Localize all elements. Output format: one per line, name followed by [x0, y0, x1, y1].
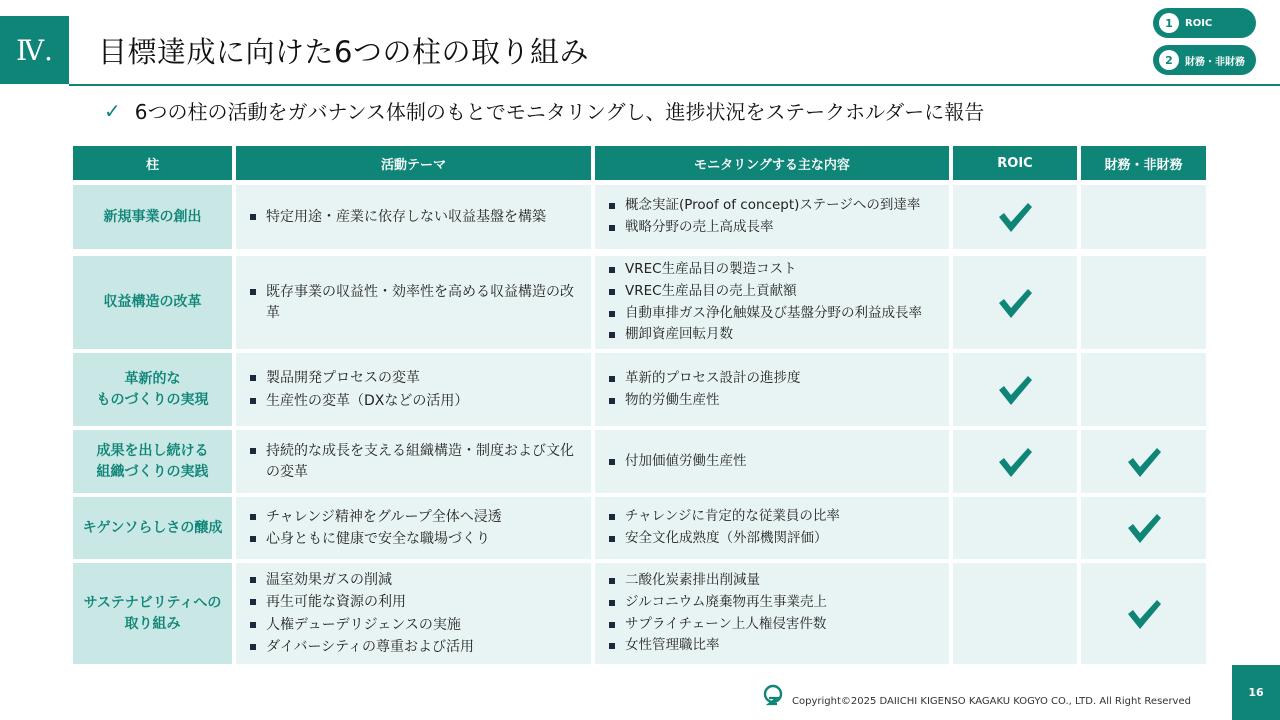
- financial-cell: [1081, 563, 1206, 664]
- monitoring-item-text: チャレンジに肯定的な従業員の比率: [625, 508, 840, 525]
- roic-cell: [953, 185, 1077, 249]
- theme-item: [250, 282, 591, 323]
- monitoring-item: [609, 196, 949, 216]
- monitoring-cell: [595, 185, 949, 249]
- checkmark-icon: [1125, 445, 1163, 479]
- bullet-icon: [250, 448, 256, 454]
- legend-item-financial: [1153, 45, 1256, 75]
- pillar-name-cell: [73, 430, 232, 493]
- monitoring-item: [609, 325, 949, 345]
- pillar-name-line: サステナビリティへの: [83, 595, 222, 612]
- monitoring-item-text: ジルコニウム廃棄物再生事業売上: [625, 593, 828, 610]
- theme-cell: [236, 563, 591, 664]
- monitoring-item: [609, 304, 949, 324]
- theme-item: [250, 207, 591, 227]
- pillar-name-line: 革新的な: [124, 371, 181, 388]
- monitoring-item-text: 棚卸資産回転月数: [625, 326, 733, 343]
- theme-item: [250, 637, 591, 657]
- monitoring-item-text: サプライチェーン上人権侵害件数: [625, 615, 827, 632]
- roic-cell: [953, 497, 1077, 559]
- pillar-name-line: 組織づくりの実践: [96, 463, 209, 480]
- monitoring-cell: [595, 353, 949, 426]
- pillar-name-cell: [73, 497, 232, 559]
- bullet-icon: [609, 311, 615, 317]
- bullet-icon: [250, 622, 256, 628]
- column-header: ROIC: [953, 146, 1077, 180]
- bullet-icon: [609, 643, 615, 649]
- bullet-icon: [250, 375, 256, 381]
- monitoring-item: [609, 571, 949, 591]
- pillar-name-cell: [73, 563, 232, 664]
- checkmark-icon: [1125, 511, 1163, 545]
- monitoring-cell: [595, 497, 949, 559]
- theme-item: [250, 615, 591, 635]
- monitoring-item-text: 戦略分野の売上高成長率: [625, 219, 774, 235]
- column-header: モニタリングする主な内容: [595, 146, 949, 180]
- monitoring-item: [609, 260, 949, 280]
- bullet-icon: [250, 289, 256, 295]
- bullet-icon: [609, 332, 615, 338]
- legend-label: ROIC: [1185, 17, 1213, 29]
- bullet-icon: [609, 289, 615, 295]
- page-number: 16: [1232, 665, 1280, 720]
- financial-cell: [1081, 497, 1206, 559]
- theme-item: [250, 570, 591, 590]
- legend-number: 1: [1159, 13, 1179, 33]
- pillar-name-line: 収益構造の改革: [103, 294, 202, 311]
- checkmark-icon: [1125, 597, 1163, 631]
- financial-cell: [1081, 353, 1206, 426]
- roic-cell: [953, 353, 1077, 426]
- bullet-icon: [609, 578, 615, 584]
- pillar-name-line: ものづくりの実現: [96, 391, 209, 408]
- bullet-icon: [609, 600, 615, 606]
- theme-item: [250, 592, 591, 612]
- monitoring-item: [609, 282, 949, 302]
- bullet-icon: [250, 398, 256, 404]
- bullet-icon: [609, 398, 615, 404]
- theme-item-text: チャレンジ精神をグループ全体へ浸透: [266, 508, 502, 525]
- financial-cell: [1081, 185, 1206, 249]
- theme-cell: [236, 256, 591, 349]
- checkmark-icon: [996, 445, 1034, 479]
- theme-cell: [236, 497, 591, 559]
- monitoring-item-text: 自動車排ガス浄化触媒及び基盤分野の利益成長率: [625, 304, 922, 321]
- monitoring-item: [609, 529, 949, 549]
- theme-item: [250, 441, 591, 482]
- monitoring-cell: [595, 563, 949, 664]
- monitoring-item: [609, 636, 949, 656]
- theme-item-text: 再生可能な資源の利用: [266, 594, 406, 611]
- column-header: 財務・非財務: [1081, 146, 1206, 180]
- pillar-name-line: 新規事業の創出: [103, 208, 202, 225]
- theme-item-text: 人権デューデリジェンスの実施: [266, 616, 461, 633]
- bullet-icon: [250, 599, 256, 605]
- legend-number: 2: [1159, 50, 1179, 70]
- bullet-icon: [609, 267, 615, 273]
- checkmark-icon: [996, 200, 1034, 234]
- monitoring-item-text: 概念実証(Proof of concept)ステージへの到達率: [625, 197, 921, 214]
- checkmark-icon: [996, 286, 1034, 320]
- bullet-icon: [250, 577, 256, 583]
- theme-item-text: 持続的な成長を支える組織構造・制度および文化の変革: [266, 443, 574, 480]
- theme-item-text: 温室効果ガスの削減: [266, 571, 392, 588]
- monitoring-item-text: 革新的プロセス設計の進捗度: [625, 369, 801, 386]
- pillar-name-cell: [73, 353, 232, 426]
- pillar-name-cell: [73, 185, 232, 249]
- page-title: 目標達成に向けた6つの柱の取り組み: [98, 35, 589, 69]
- bullet-icon: [250, 514, 256, 520]
- monitoring-item: [609, 507, 949, 527]
- checkmark-icon: [996, 373, 1034, 407]
- title-divider: [69, 84, 1280, 86]
- financial-cell: [1081, 430, 1206, 493]
- bullet-icon: [609, 459, 615, 465]
- subtitle-text: 6つの柱の活動をガバナンス体制のもとでモニタリングし、進捗状況をステークホルダーに報告: [134, 100, 985, 124]
- monitoring-item-text: 安全文化成熟度（外部機関評価）: [625, 530, 828, 546]
- monitoring-item-text: 女性管理職比率: [625, 637, 720, 654]
- monitoring-item-text: VREC生産品目の製造コスト: [625, 261, 797, 278]
- monitoring-item: [609, 391, 949, 411]
- monitoring-item-text: VREC生産品目の売上貢献額: [625, 282, 797, 299]
- theme-item: [250, 529, 591, 549]
- monitoring-item-text: 付加価値労働生産性: [625, 452, 747, 469]
- section-number-badge: Ⅳ.: [0, 16, 69, 84]
- theme-cell: [236, 353, 591, 426]
- check-icon: ✓: [104, 98, 121, 123]
- company-logo-icon: [762, 684, 784, 706]
- pillar-name-line: キゲンソらしさの醸成: [82, 519, 223, 536]
- monitoring-cell: [595, 256, 949, 349]
- monitoring-item-text: 二酸化炭素排出削減量: [625, 572, 760, 589]
- roic-cell: [953, 430, 1077, 493]
- copyright-text: Copyright©2025 DAIICHI KIGENSO KAGAKU KOGYO CO., LTD. All Right Reserved: [792, 696, 1191, 707]
- column-header: 柱: [73, 146, 232, 180]
- theme-item-text: 既存事業の収益性・効率性を高める収益構造の改革: [266, 284, 574, 321]
- pillar-name-cell: [73, 256, 232, 349]
- pillar-name-line: 取り組み: [124, 615, 181, 632]
- bullet-icon: [250, 214, 256, 220]
- monitoring-item: [609, 452, 949, 472]
- theme-cell: [236, 430, 591, 493]
- monitoring-item: [609, 615, 949, 635]
- monitoring-item: [609, 369, 949, 389]
- bullet-icon: [609, 203, 615, 209]
- financial-cell: [1081, 256, 1206, 349]
- bullet-icon: [250, 644, 256, 650]
- roic-cell: [953, 256, 1077, 349]
- monitoring-item: [609, 218, 949, 238]
- bullet-icon: [609, 622, 615, 628]
- theme-item-text: 製品開発プロセスの変革: [266, 370, 420, 387]
- bullet-icon: [250, 536, 256, 542]
- theme-cell: [236, 185, 591, 249]
- legend-label: 財務・非財務: [1185, 56, 1245, 68]
- bullet-icon: [609, 376, 615, 382]
- theme-item-text: 心身ともに健康で安全な職場づくり: [266, 531, 490, 547]
- pillar-name-line: 成果を出し続ける: [96, 443, 209, 460]
- theme-item-text: 特定用途・産業に依存しない収益基盤を構築: [266, 208, 546, 225]
- subtitle: [104, 96, 984, 125]
- theme-item: [250, 368, 591, 388]
- bullet-icon: [609, 514, 615, 520]
- bullet-icon: [609, 536, 615, 542]
- column-header: 活動テーマ: [236, 146, 591, 180]
- theme-item-text: 生産性の変革（DXなどの活用）: [266, 392, 469, 409]
- monitoring-cell: [595, 430, 949, 493]
- theme-item-text: ダイバーシティの尊重および活用: [266, 638, 475, 655]
- theme-item: [250, 391, 591, 411]
- bullet-icon: [609, 225, 615, 231]
- legend-item-roic: [1153, 8, 1256, 38]
- monitoring-item: [609, 593, 949, 613]
- theme-item: [250, 507, 591, 527]
- monitoring-item-text: 物的労働生産性: [625, 391, 720, 408]
- roic-cell: [953, 563, 1077, 664]
